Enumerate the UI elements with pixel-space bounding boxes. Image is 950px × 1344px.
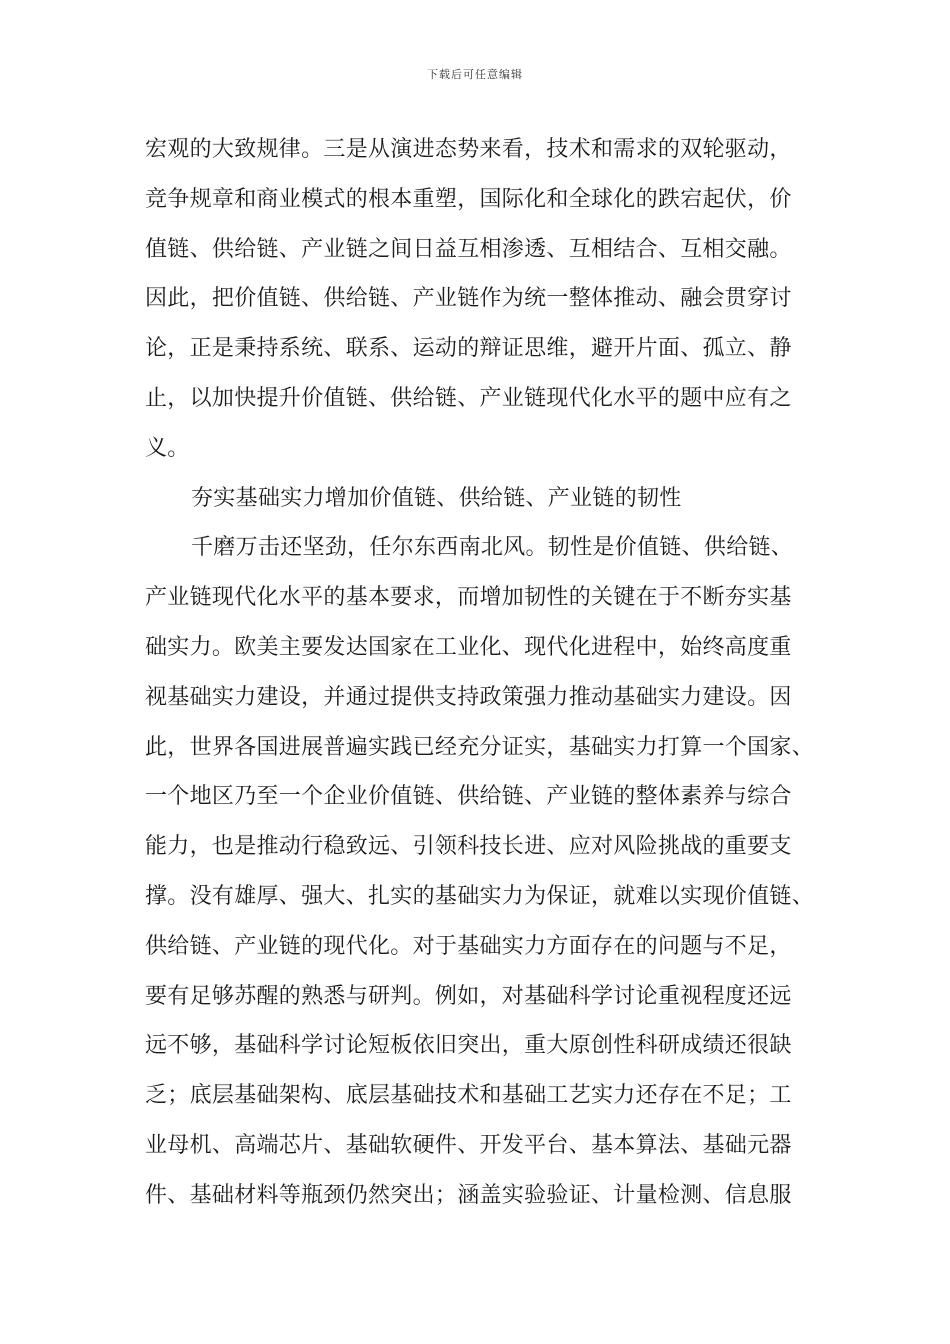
text-line: 义。 [145, 435, 190, 461]
text-line: 值链、供给链、产业链之间日益互相渗透、互相结合、互相交融。 [145, 236, 792, 262]
text-line: 一个地区乃至一个企业价值链、供给链、产业链的整体素养与综合 [145, 784, 792, 810]
text-line: 产业链现代化水平的基本要求，而增加韧性的关键在于不断夯实基 [145, 585, 792, 611]
page-header: 下载后可任意编辑 [427, 68, 523, 81]
text-line: 撑。没有雄厚、强大、扎实的基础实力为保证，就难以实现价值链、 [145, 883, 815, 909]
text-line: 础实力。欧美主要发达国家在工业化、现代化进程中，始终高度重 [145, 634, 792, 660]
text-line: 要有足够苏醒的熟悉与研判。例如，对基础科学讨论重视程度还远 [145, 983, 792, 1009]
text-line: 此，世界各国进展普遍实践已经充分证实，基础实力打算一个国家、 [145, 734, 815, 760]
paragraph-start: 千磨万击还坚劲，任尔东西南北风。韧性是价值链、供给链、 [191, 535, 794, 561]
text-line: 止，以加快提升价值链、供给链、产业链现代化水平的题中应有之 [145, 385, 792, 411]
text-line: 业母机、高端芯片、基础软硬件、开发平台、基本算法、基础元器 [145, 1132, 792, 1158]
text-line: 竞争规章和商业模式的根本重塑，国际化和全球化的跌宕起伏，价 [145, 186, 792, 212]
text-line: 件、基础材料等瓶颈仍然突出；涵盖实验验证、计量检测、信息服 [145, 1182, 792, 1208]
text-line: 远不够，基础科学讨论短板依旧突出，重大原创性科研成绩还很缺 [145, 1033, 792, 1059]
text-line: 乏；底层基础架构、底层基础技术和基础工艺实力还存在不足；工 [145, 1083, 792, 1109]
text-line: 视基础实力建设，并通过提供支持政策强力推动基础实力建设。因 [145, 684, 792, 710]
text-line: 论，正是秉持系统、联系、运动的辩证思维，避开片面、孤立、静 [145, 336, 792, 362]
text-line: 供给链、产业链的现代化。对于基础实力方面存在的问题与不足， [145, 933, 792, 959]
section-heading: 夯实基础实力增加价值链、供给链、产业链的韧性 [191, 485, 682, 511]
document-body [145, 125, 825, 1221]
text-line: 能力，也是推动行稳致远、引领科技长进、应对风险挑战的重要支 [145, 834, 792, 860]
text-line: 宏观的大致规律。三是从演进态势来看，技术和需求的双轮驱动， [145, 137, 792, 162]
text-line: 因此，把价值链、供给链、产业链作为统一整体推动、融会贯穿讨 [145, 286, 792, 312]
